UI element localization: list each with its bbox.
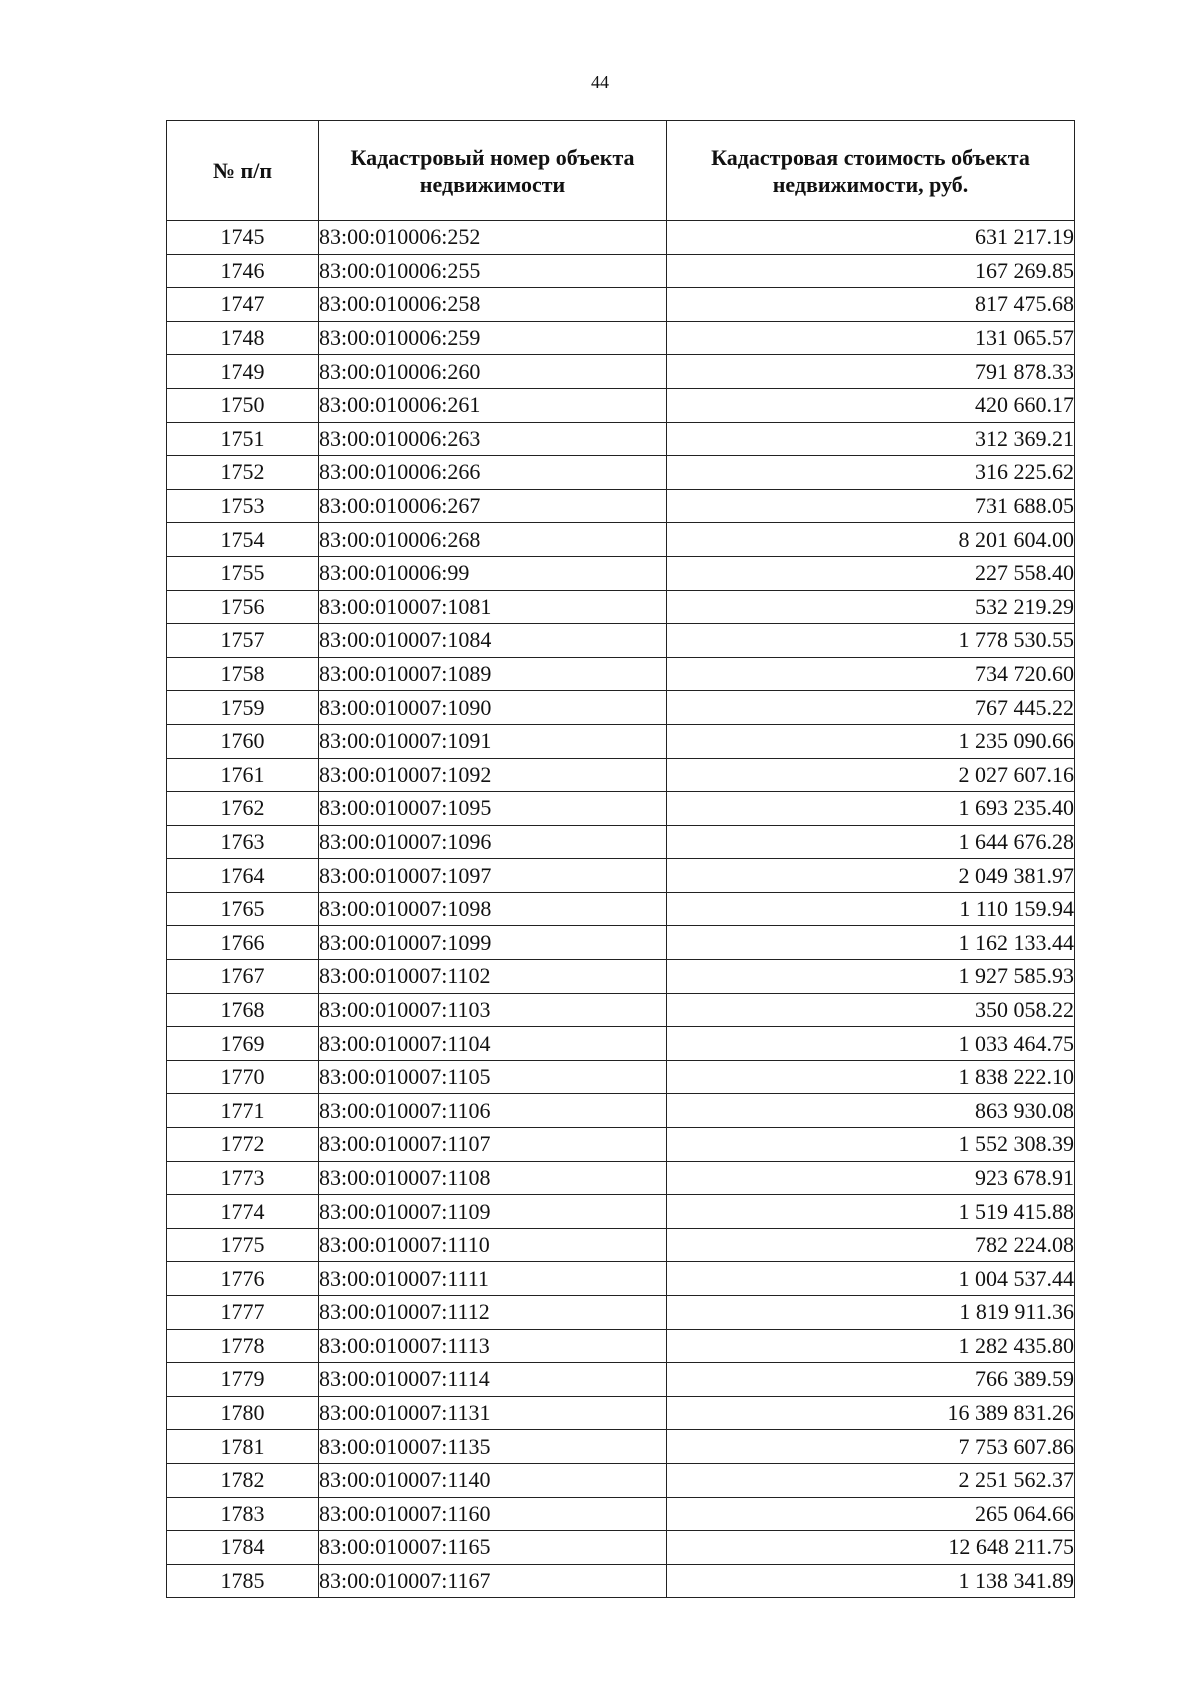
- row-number-cell: 1778: [167, 1329, 319, 1363]
- cadastral-value-cell: 766 389.59: [667, 1363, 1075, 1397]
- cadastral-value-cell: 1 927 585.93: [667, 960, 1075, 994]
- table-row: [167, 1329, 1075, 1363]
- cadastral-value-cell: 1 235 090.66: [667, 724, 1075, 758]
- cadastral-value-cell: 1 552 308.39: [667, 1128, 1075, 1162]
- cadastral-number-cell: 83:00:010007:1084: [319, 624, 667, 658]
- table-row: [167, 1497, 1075, 1531]
- cadastral-number-cell: 83:00:010006:252: [319, 221, 667, 255]
- row-number-cell: 1764: [167, 859, 319, 893]
- cadastral-value-cell: 767 445.22: [667, 691, 1075, 725]
- table-row: [167, 388, 1075, 422]
- row-number-cell: 1776: [167, 1262, 319, 1296]
- table-row: [167, 556, 1075, 590]
- cadastral-value-cell: 923 678.91: [667, 1161, 1075, 1195]
- row-number-cell: 1785: [167, 1564, 319, 1598]
- cadastral-value-cell: 265 064.66: [667, 1497, 1075, 1531]
- table-row: [167, 792, 1075, 826]
- header-row-number: № п/п: [167, 121, 319, 221]
- cadastral-number-cell: 83:00:010007:1096: [319, 825, 667, 859]
- table-row: [167, 489, 1075, 523]
- table-row: [167, 456, 1075, 490]
- cadastral-number-cell: 83:00:010007:1089: [319, 657, 667, 691]
- table-row: [167, 624, 1075, 658]
- table-row: [167, 523, 1075, 557]
- cadastral-number-cell: 83:00:010007:1135: [319, 1430, 667, 1464]
- row-number-cell: 1782: [167, 1463, 319, 1497]
- cadastral-number-cell: 83:00:010007:1105: [319, 1060, 667, 1094]
- row-number-cell: 1745: [167, 221, 319, 255]
- table-row: [167, 993, 1075, 1027]
- row-number-cell: 1771: [167, 1094, 319, 1128]
- cadastral-number-cell: 83:00:010007:1110: [319, 1228, 667, 1262]
- cadastral-value-cell: 12 648 211.75: [667, 1531, 1075, 1565]
- row-number-cell: 1781: [167, 1430, 319, 1464]
- table-row: [167, 590, 1075, 624]
- row-number-cell: 1750: [167, 388, 319, 422]
- table-row: [167, 892, 1075, 926]
- table-row: [167, 1094, 1075, 1128]
- table-row: [167, 859, 1075, 893]
- cadastral-number-cell: 83:00:010006:258: [319, 288, 667, 322]
- row-number-cell: 1772: [167, 1128, 319, 1162]
- row-number-cell: 1760: [167, 724, 319, 758]
- table-row: [167, 825, 1075, 859]
- cadastral-number-cell: 83:00:010006:263: [319, 422, 667, 456]
- cadastral-number-cell: 83:00:010007:1111: [319, 1262, 667, 1296]
- row-number-cell: 1763: [167, 825, 319, 859]
- cadastral-number-cell: 83:00:010007:1092: [319, 758, 667, 792]
- cadastral-value-cell: 863 930.08: [667, 1094, 1075, 1128]
- table-row: [167, 1430, 1075, 1464]
- cadastral-value-cell: 734 720.60: [667, 657, 1075, 691]
- table-row: [167, 1531, 1075, 1565]
- table-row: [167, 1296, 1075, 1330]
- table-row: [167, 1060, 1075, 1094]
- cadastral-number-cell: 83:00:010007:1114: [319, 1363, 667, 1397]
- table-header-row: [167, 121, 1075, 221]
- cadastral-value-cell: 16 389 831.26: [667, 1396, 1075, 1430]
- cadastral-value-cell: 1 110 159.94: [667, 892, 1075, 926]
- cadastral-value-cell: 1 138 341.89: [667, 1564, 1075, 1598]
- cadastral-number-cell: 83:00:010007:1109: [319, 1195, 667, 1229]
- cadastral-value-cell: 420 660.17: [667, 388, 1075, 422]
- header-cadastral-value: Кадастровая стоимость объекта недвижимости, руб.: [667, 121, 1075, 221]
- table-row: [167, 960, 1075, 994]
- cadastral-value-cell: 8 201 604.00: [667, 523, 1075, 557]
- cadastral-number-cell: 83:00:010007:1091: [319, 724, 667, 758]
- page-number: 44: [591, 72, 609, 92]
- cadastral-number-cell: 83:00:010007:1095: [319, 792, 667, 826]
- table-row: [167, 1396, 1075, 1430]
- cadastral-value-cell: 227 558.40: [667, 556, 1075, 590]
- cadastral-value-cell: 131 065.57: [667, 321, 1075, 355]
- cadastral-value-cell: 731 688.05: [667, 489, 1075, 523]
- table-row: [167, 724, 1075, 758]
- cadastral-number-cell: 83:00:010006:266: [319, 456, 667, 490]
- cadastral-value-cell: 7 753 607.86: [667, 1430, 1075, 1464]
- cadastral-number-cell: 83:00:010007:1102: [319, 960, 667, 994]
- cadastral-number-cell: 83:00:010006:267: [319, 489, 667, 523]
- row-number-cell: 1773: [167, 1161, 319, 1195]
- cadastral-value-cell: 1 033 464.75: [667, 1027, 1075, 1061]
- cadastral-value-cell: 2 027 607.16: [667, 758, 1075, 792]
- cadastral-value-cell: 350 058.22: [667, 993, 1075, 1027]
- cadastral-value-cell: 312 369.21: [667, 422, 1075, 456]
- row-number-cell: 1746: [167, 254, 319, 288]
- cadastral-number-cell: 83:00:010006:259: [319, 321, 667, 355]
- table-body: [167, 221, 1075, 1598]
- cadastral-number-cell: 83:00:010006:255: [319, 254, 667, 288]
- cadastral-value-cell: 1 819 911.36: [667, 1296, 1075, 1330]
- cadastral-number-cell: 83:00:010006:261: [319, 388, 667, 422]
- row-number-cell: 1775: [167, 1228, 319, 1262]
- cadastral-number-cell: 83:00:010007:1090: [319, 691, 667, 725]
- row-number-cell: 1749: [167, 355, 319, 389]
- row-number-cell: 1751: [167, 422, 319, 456]
- table-row: [167, 1463, 1075, 1497]
- cadastral-value-cell: 631 217.19: [667, 221, 1075, 255]
- row-number-cell: 1752: [167, 456, 319, 490]
- cadastral-number-cell: 83:00:010007:1108: [319, 1161, 667, 1195]
- row-number-cell: 1766: [167, 926, 319, 960]
- table-row: [167, 1228, 1075, 1262]
- cadastral-value-cell: 1 004 537.44: [667, 1262, 1075, 1296]
- row-number-cell: 1783: [167, 1497, 319, 1531]
- cadastral-value-cell: 1 838 222.10: [667, 1060, 1075, 1094]
- cadastral-value-cell: 1 282 435.80: [667, 1329, 1075, 1363]
- cadastral-number-cell: 83:00:010007:1160: [319, 1497, 667, 1531]
- cadastral-number-cell: 83:00:010007:1106: [319, 1094, 667, 1128]
- table-row: [167, 691, 1075, 725]
- cadastral-number-cell: 83:00:010007:1097: [319, 859, 667, 893]
- cadastral-value-cell: 167 269.85: [667, 254, 1075, 288]
- row-number-cell: 1770: [167, 1060, 319, 1094]
- cadastral-number-cell: 83:00:010006:99: [319, 556, 667, 590]
- cadastral-value-cell: 1 644 676.28: [667, 825, 1075, 859]
- row-number-cell: 1756: [167, 590, 319, 624]
- table-row: [167, 758, 1075, 792]
- row-number-cell: 1754: [167, 523, 319, 557]
- table-row: [167, 288, 1075, 322]
- table-row: [167, 1195, 1075, 1229]
- row-number-cell: 1780: [167, 1396, 319, 1430]
- cadastral-number-cell: 83:00:010007:1103: [319, 993, 667, 1027]
- cadastral-number-cell: 83:00:010007:1165: [319, 1531, 667, 1565]
- table-row: [167, 1027, 1075, 1061]
- header-cadastral-number: Кадастровый номер объекта недвижимости: [319, 121, 667, 221]
- table-row: [167, 1564, 1075, 1598]
- cadastral-value-cell: 2 049 381.97: [667, 859, 1075, 893]
- cadastral-number-cell: 83:00:010007:1081: [319, 590, 667, 624]
- row-number-cell: 1748: [167, 321, 319, 355]
- table-row: [167, 422, 1075, 456]
- cadastral-number-cell: 83:00:010007:1113: [319, 1329, 667, 1363]
- cadastral-value-cell: 782 224.08: [667, 1228, 1075, 1262]
- row-number-cell: 1747: [167, 288, 319, 322]
- row-number-cell: 1757: [167, 624, 319, 658]
- row-number-cell: 1769: [167, 1027, 319, 1061]
- cadastral-number-cell: 83:00:010007:1167: [319, 1564, 667, 1598]
- table-row: [167, 321, 1075, 355]
- cadastral-number-cell: 83:00:010007:1140: [319, 1463, 667, 1497]
- row-number-cell: 1768: [167, 993, 319, 1027]
- cadastral-value-cell: 2 251 562.37: [667, 1463, 1075, 1497]
- table-row: [167, 1161, 1075, 1195]
- table-row: [167, 221, 1075, 255]
- table-row: [167, 1128, 1075, 1162]
- table-row: [167, 1262, 1075, 1296]
- row-number-cell: 1774: [167, 1195, 319, 1229]
- cadastral-value-cell: 817 475.68: [667, 288, 1075, 322]
- row-number-cell: 1758: [167, 657, 319, 691]
- cadastral-value-cell: 1 693 235.40: [667, 792, 1075, 826]
- row-number-cell: 1784: [167, 1531, 319, 1565]
- table-row: [167, 1363, 1075, 1397]
- row-number-cell: 1755: [167, 556, 319, 590]
- table-row: [167, 926, 1075, 960]
- table-row: [167, 355, 1075, 389]
- cadastral-value-cell: 316 225.62: [667, 456, 1075, 490]
- cadastral-number-cell: 83:00:010007:1099: [319, 926, 667, 960]
- table-row: [167, 254, 1075, 288]
- cadastral-value-cell: 791 878.33: [667, 355, 1075, 389]
- cadastral-value-cell: 532 219.29: [667, 590, 1075, 624]
- row-number-cell: 1777: [167, 1296, 319, 1330]
- cadastral-number-cell: 83:00:010007:1131: [319, 1396, 667, 1430]
- row-number-cell: 1761: [167, 758, 319, 792]
- row-number-cell: 1753: [167, 489, 319, 523]
- cadastral-number-cell: 83:00:010007:1112: [319, 1296, 667, 1330]
- cadastral-value-table: [166, 120, 1075, 1598]
- cadastral-number-cell: 83:00:010007:1104: [319, 1027, 667, 1061]
- row-number-cell: 1779: [167, 1363, 319, 1397]
- cadastral-value-cell: 1 162 133.44: [667, 926, 1075, 960]
- row-number-cell: 1759: [167, 691, 319, 725]
- cadastral-number-cell: 83:00:010006:260: [319, 355, 667, 389]
- row-number-cell: 1762: [167, 792, 319, 826]
- cadastral-value-cell: 1 778 530.55: [667, 624, 1075, 658]
- table-row: [167, 657, 1075, 691]
- cadastral-number-cell: 83:00:010006:268: [319, 523, 667, 557]
- cadastral-number-cell: 83:00:010007:1107: [319, 1128, 667, 1162]
- row-number-cell: 1767: [167, 960, 319, 994]
- row-number-cell: 1765: [167, 892, 319, 926]
- cadastral-value-cell: 1 519 415.88: [667, 1195, 1075, 1229]
- cadastral-number-cell: 83:00:010007:1098: [319, 892, 667, 926]
